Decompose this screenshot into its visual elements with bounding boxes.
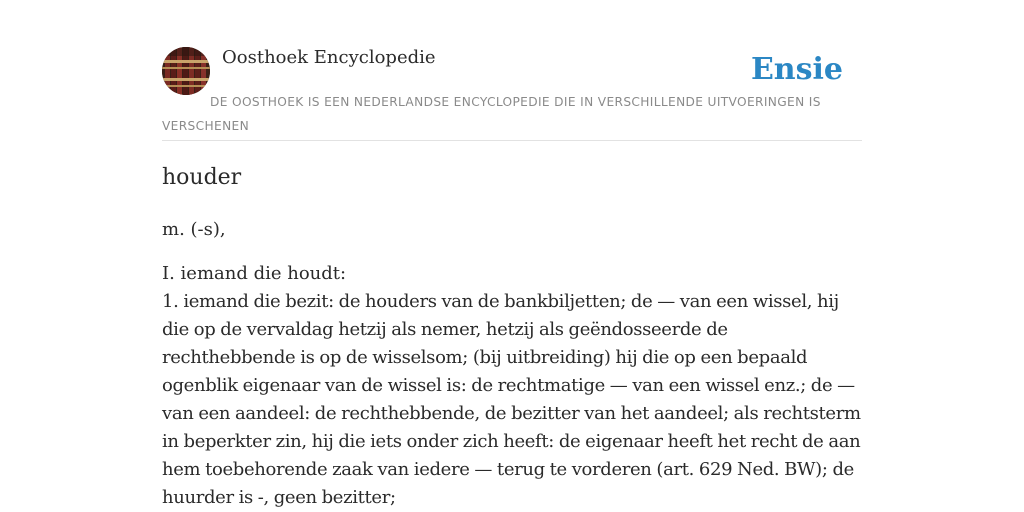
site-title[interactable]: Oosthoek Encyclopedie bbox=[222, 47, 436, 68]
page-title: houder bbox=[162, 165, 242, 190]
brand-logo[interactable]: Ensie bbox=[750, 52, 843, 87]
sense-text: 1. iemand die bezit: de houders van de bankbiljetten; de — van een wissel, hij die op de vervaldag hetzij als nemer, hetzij als geëndosseerde de rechthebbende is op de wisselsom; (bij uitbreiding) hij die op een bepaald ogenblik eigenaar van de wissel is: de rechtmatige — van een wissel enz.; de — van een aandeel: de rechthebbende, de bezitter van het aandeel; als rechtsterm in beperkter zin, hij die iets onder zich heeft: de eigenaar heeft het recht de aan hem toebehorende zaak van iedere — terug te vorderen (art. 629 Ned. BW); de huurder is -, geen bezitter; bbox=[162, 291, 861, 508]
article bbox=[162, 160, 862, 512]
site-header bbox=[162, 0, 862, 141]
site-tagline: DE OOSTHOEK IS EEN NEDERLANDSE ENCYCLOPEDIE DIE IN VERSCHILLENDE UITVOERINGEN IS VERSCHENEN bbox=[162, 95, 821, 133]
books-avatar-icon[interactable] bbox=[162, 47, 210, 95]
sense-heading: I. iemand die houdt: bbox=[162, 263, 347, 284]
grammar-info: m. (-s), bbox=[162, 219, 226, 240]
